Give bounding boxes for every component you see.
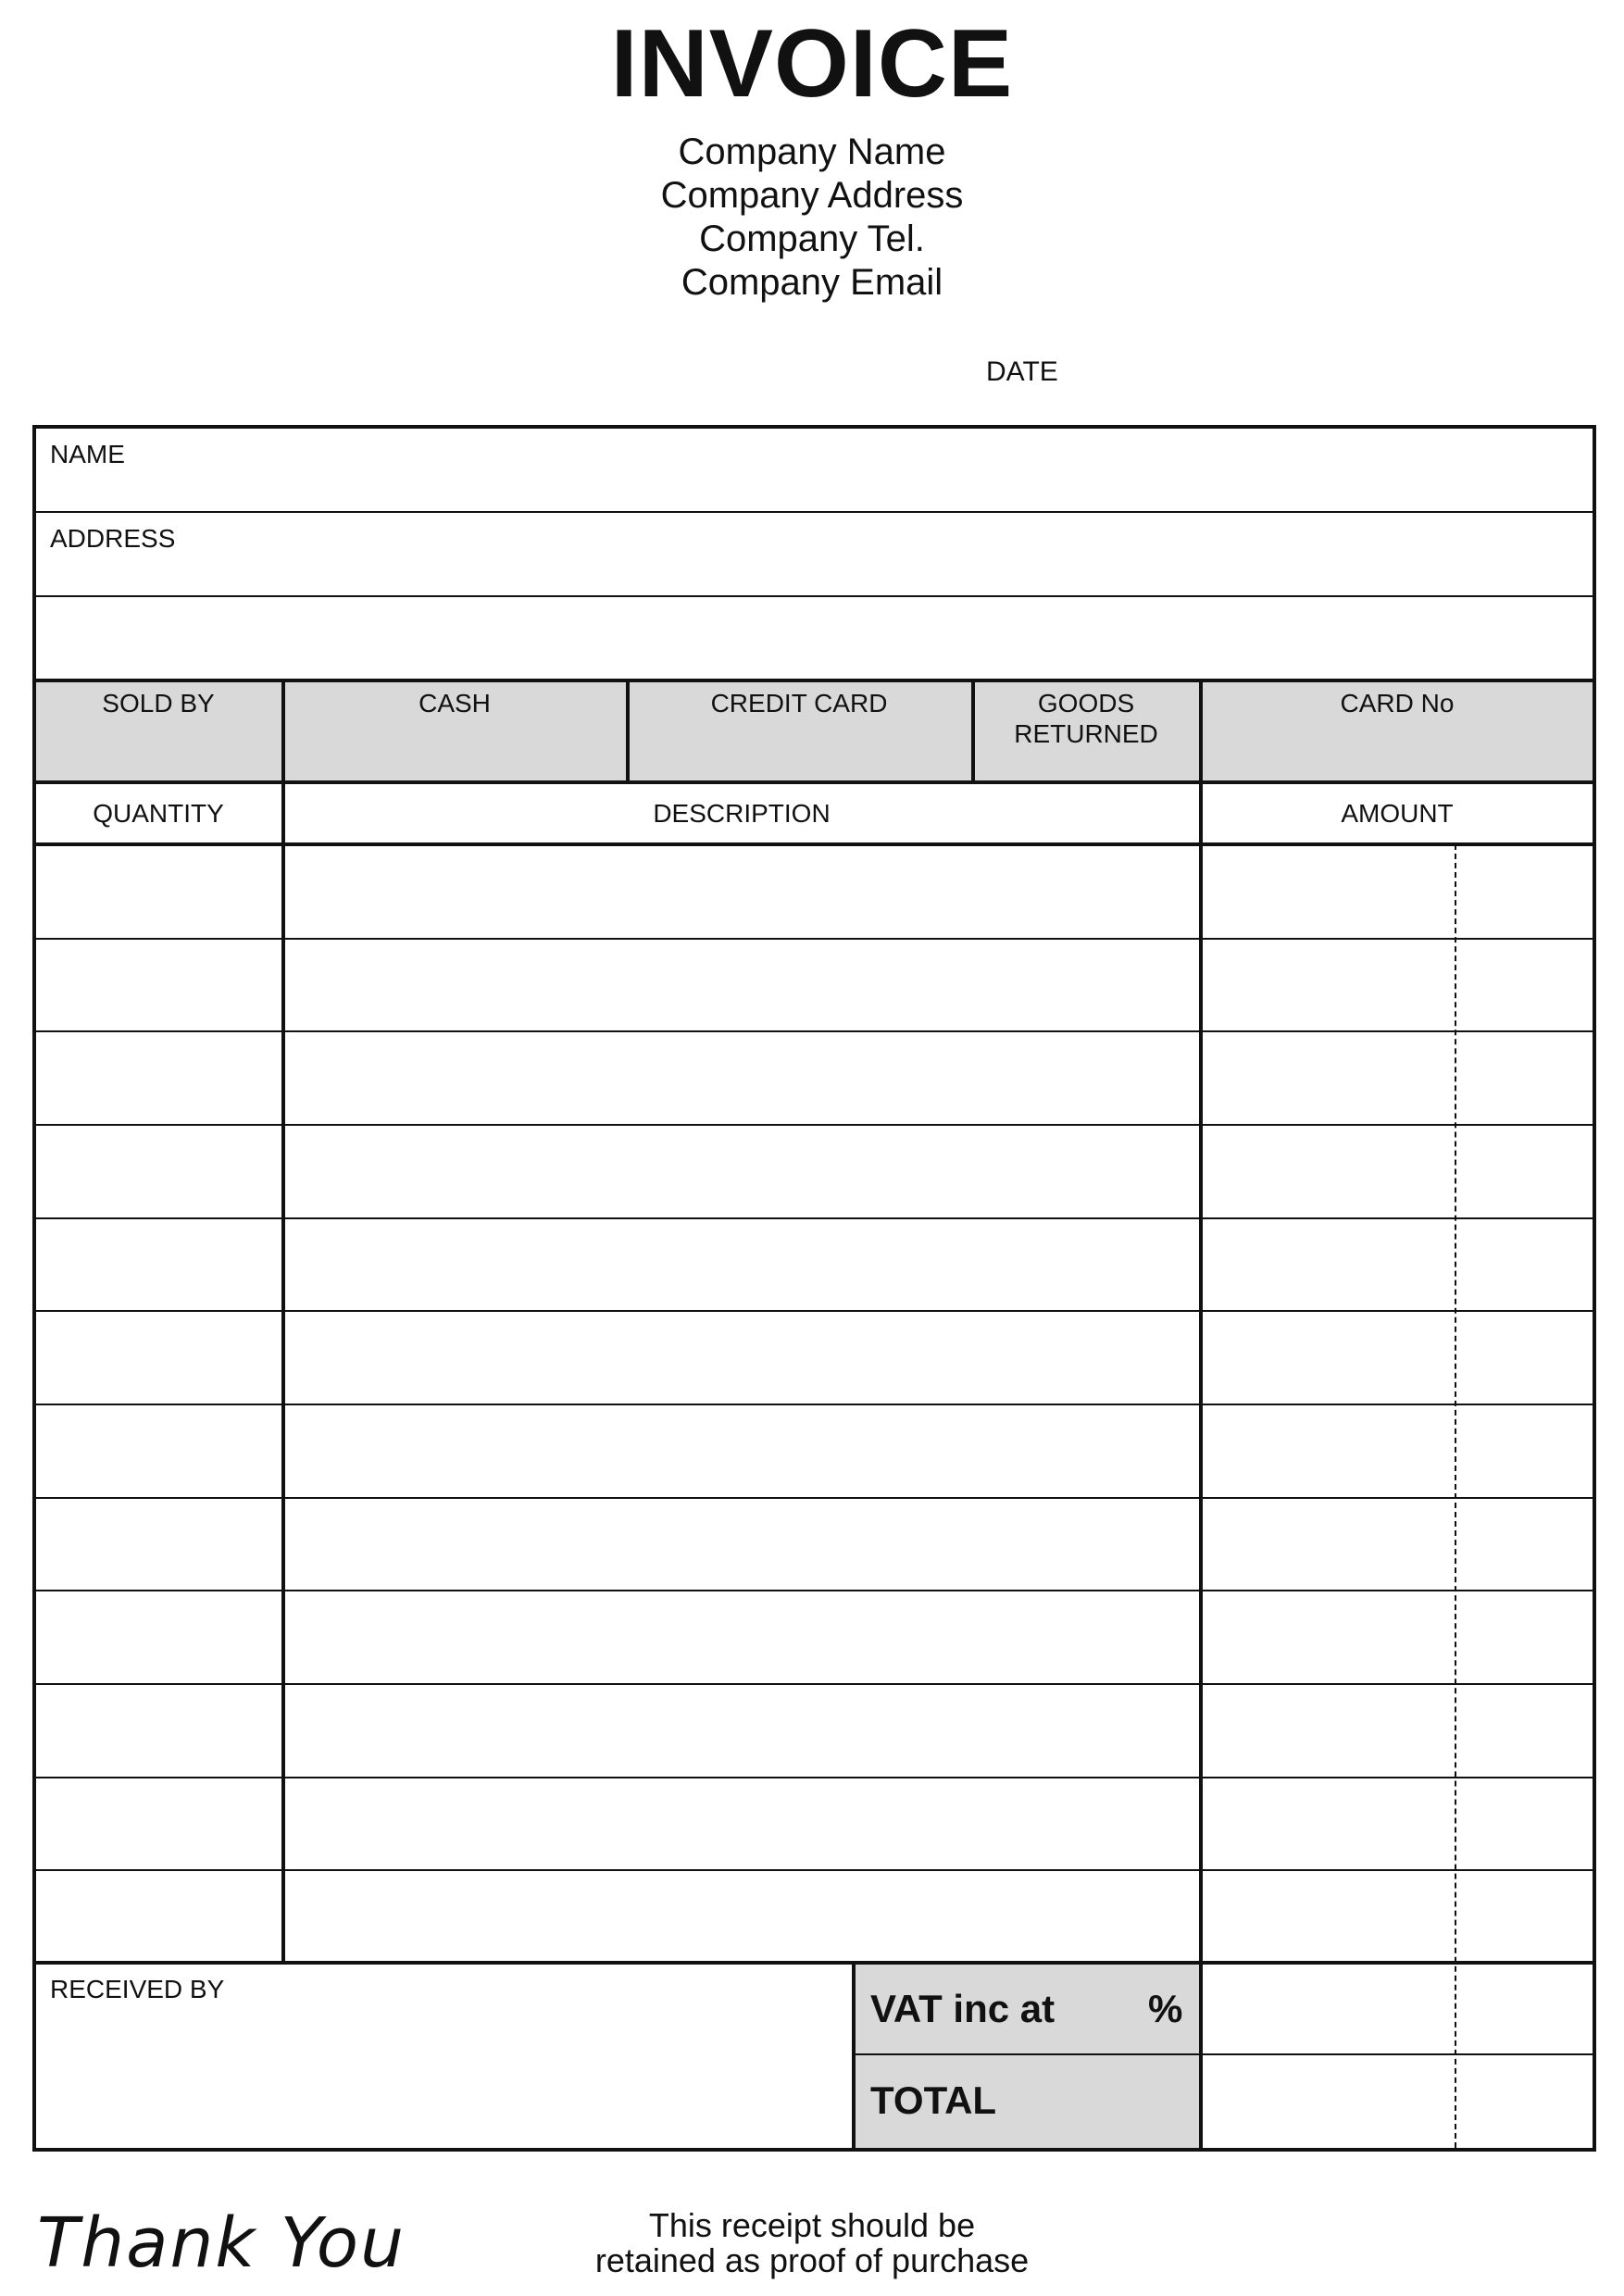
quantity-column-divider <box>281 782 285 1965</box>
vat-percent-sign: % <box>1148 1987 1183 2030</box>
goods-label: GOODS <box>1037 689 1135 718</box>
item-row-line <box>34 1030 1594 1032</box>
company-email: Company Email <box>681 262 943 303</box>
amount-column-divider <box>1199 782 1203 2150</box>
company-tel: Company Tel. <box>699 218 925 259</box>
address-label: ADDRESS <box>50 524 176 553</box>
invoice-title: INVOICE <box>610 10 1014 118</box>
border-top <box>32 425 1596 429</box>
amount-pence-divider <box>1455 844 1456 2148</box>
payment-bottom-line <box>34 780 1594 784</box>
quantity-header: QUANTITY <box>93 799 224 828</box>
border-bottom <box>32 2148 1596 2152</box>
description-header: DESCRIPTION <box>653 799 831 828</box>
amount-header: AMOUNT <box>1341 799 1454 828</box>
sold-by-label: SOLD BY <box>102 689 215 718</box>
date-label: DATE <box>986 356 1058 387</box>
thank-you-text: Thank You <box>37 2203 406 2283</box>
items-header-line <box>34 842 1594 846</box>
vat-label: VAT inc at <box>870 1987 1056 2030</box>
border-right <box>1593 425 1596 2152</box>
payment-top-line <box>34 679 1594 682</box>
item-row-line <box>34 1683 1594 1685</box>
item-row-line <box>34 1777 1594 1778</box>
item-row-line <box>34 1124 1594 1126</box>
item-row-line <box>34 1497 1594 1499</box>
credit-card-label: CREDIT CARD <box>710 689 888 718</box>
receipt-note-line-2: retained as proof of purchase <box>594 2241 1030 2279</box>
item-row-line <box>34 938 1594 940</box>
address-row-line <box>34 595 1594 597</box>
cash-label: CASH <box>418 689 491 718</box>
payment-divider-4 <box>1199 680 1203 782</box>
name-label: NAME <box>50 440 125 468</box>
returned-label: RETURNED <box>1014 719 1158 748</box>
payment-divider-3 <box>971 680 975 782</box>
item-row-line <box>34 1404 1594 1405</box>
border-left <box>32 425 36 2152</box>
item-row-line <box>34 1590 1594 1591</box>
item-row-line <box>34 1869 1594 1871</box>
receipt-note-line-1: This receipt should be <box>648 2206 976 2244</box>
payment-divider-1 <box>281 680 285 782</box>
company-name: Company Name <box>678 131 946 172</box>
item-row-line <box>34 1217 1594 1219</box>
receipt-note <box>595 2208 1029 2278</box>
received-by-divider <box>852 1963 856 2150</box>
payment-divider-2 <box>626 680 630 782</box>
vat-total-line <box>854 2053 1594 2055</box>
footer-top-line <box>34 1961 1594 1965</box>
item-row-line <box>34 1310 1594 1312</box>
name-row-line <box>34 511 1594 513</box>
company-address: Company Address <box>660 175 964 216</box>
total-label: TOTAL <box>870 2078 997 2122</box>
card-no-label: CARD No <box>1340 689 1455 718</box>
received-by-label: RECEIVED BY <box>50 1975 225 2003</box>
